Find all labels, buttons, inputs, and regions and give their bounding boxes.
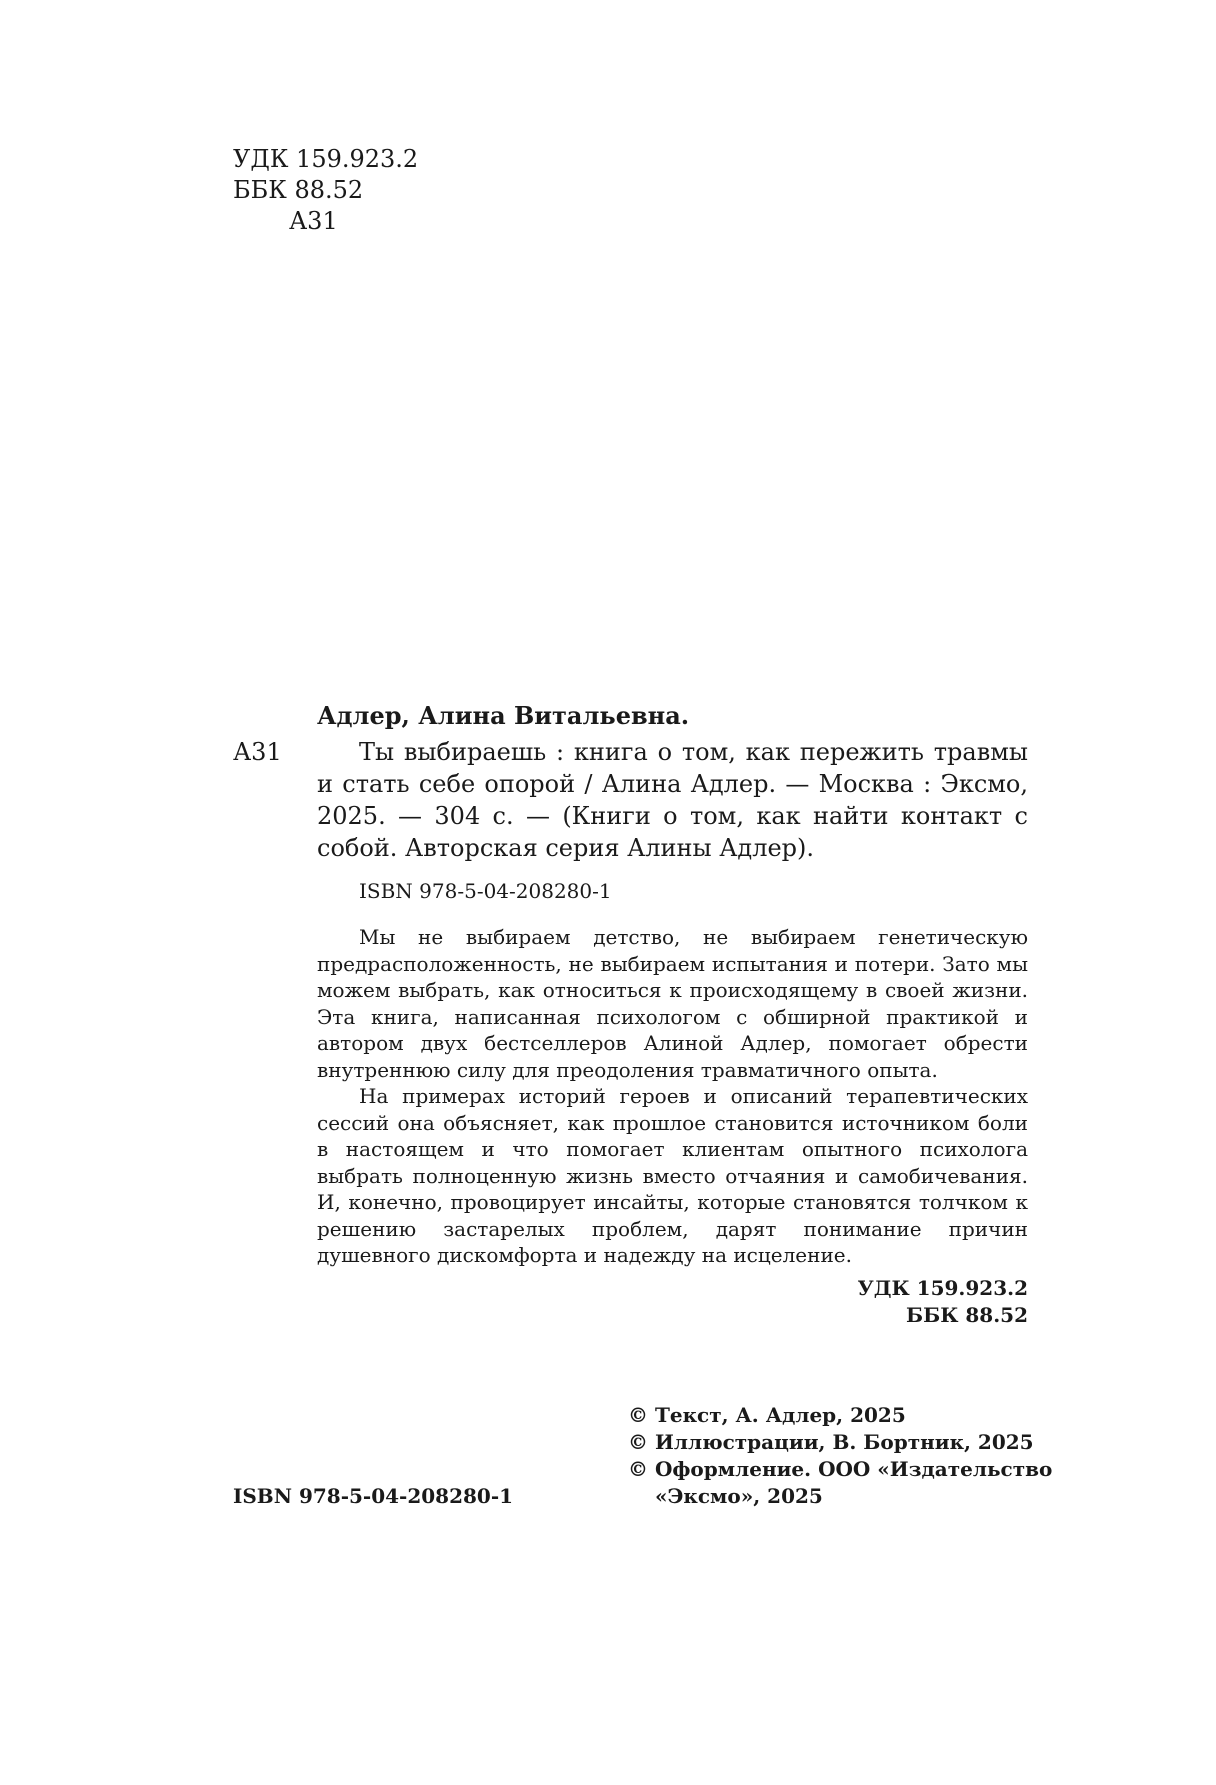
record-classification [317,1275,1028,1329]
bibliographic-description: Ты выбираешь : книга о том, как пережить травмы и стать себе опорой / Алина Адлер. — Москва : Эксмо, 2025. — 304 с. — (Книги о том, как найти контакт с собой. Авторская серия Алины Адлер). [317,738,1028,862]
copyright-text: © Текст, А. Адлер, 2025 [628,1403,906,1427]
record-bbk: ББК 88.52 [906,1302,1028,1327]
record-author-mark: А31 [233,738,282,766]
annotation-paragraph: Мы не выбираем детство, не выбираем генетическую предрасположенность, не выбираем испытания и потери. Зато мы можем выбрать, как относиться к происходящему в своей жизни. Эта книга, написанная психологом с обширной практикой и автором двух бестселлеров Алиной Адлер, помогает обрести внутреннюю силу для преодоления травматичного опыта. [317,925,1028,1082]
copyright-block [628,1402,1052,1510]
udk-code: УДК 159.923.2 [233,145,419,173]
copyright-design-continued: «Эксмо», 2025 [655,1484,823,1508]
footer-isbn: ISBN 978-5-04-208280-1 [233,1484,514,1508]
annotation [317,924,1028,1269]
copyright-illustrations: © Иллюстрации, В. Бортник, 2025 [628,1430,1034,1454]
bbk-code: ББК 88.52 [233,176,364,204]
annotation-paragraph: На примерах историй героев и описаний терапевтических сессий она объясняет, как прошлое становится источником боли в настоящем и что помогает клиентам опытного психолога выбрать полноценную жизнь вместо отчаяния и самобичевания. И, конечно, провоцирует инсайты, которые становятся толчком к решению застарелых проблем, дарят понимание причин душевного дискомфорта и надежду на исцеление. [317,1084,1028,1267]
copyright-design: © Оформление. ООО «Издательство [628,1457,1053,1481]
catalog-record [233,700,1028,1329]
author-heading: Адлер, Алина Витальевна. [317,701,690,730]
header-classification [233,144,418,237]
record-body [317,700,1028,1329]
record-udk: УДК 159.923.2 [857,1275,1028,1300]
author-mark: А31 [289,207,338,235]
record-isbn: ISBN 978-5-04-208280-1 [359,879,612,903]
